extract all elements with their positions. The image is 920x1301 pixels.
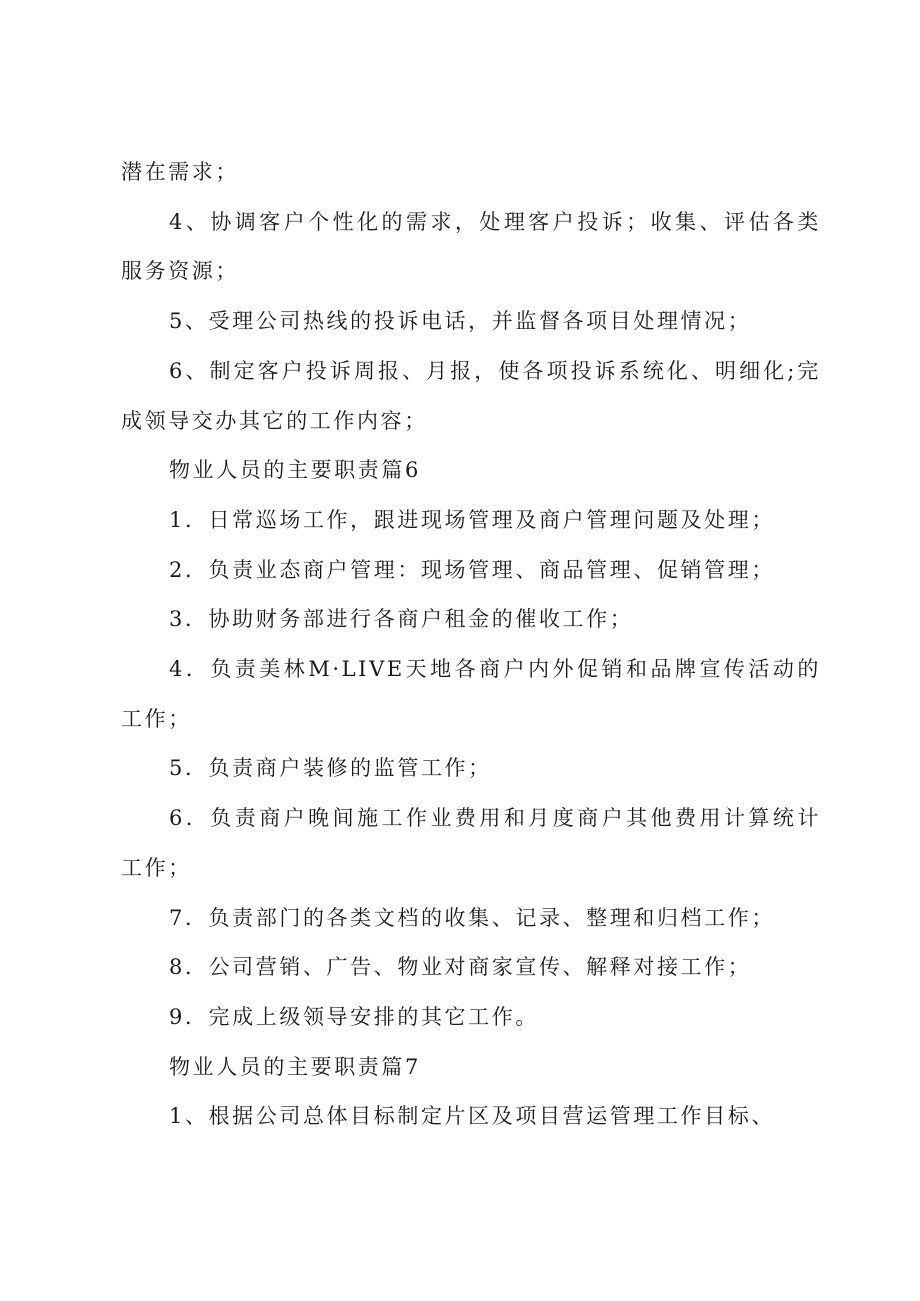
paragraph: 1、根据公司总体目标制定片区及项目营运管理工作目标、 [169,1104,775,1129]
paragraph: 6．负责商户晚间施工作业费用和月度商户其他费用计算统计工作； [121,806,821,880]
paragraph: 潜在需求； [121,160,239,184]
paragraph: 3．协助财务部进行各商户租金的催收工作； [169,607,634,632]
paragraph: 4、协调客户个性化的需求，处理客户投诉；收集、评估各类服务资源； [121,209,821,284]
document-body [121,148,821,1142]
section-heading: 物业人员的主要职责篇6 [169,458,421,483]
paragraph: 7．负责部门的各类文档的收集、记录、整理和归档工作； [169,905,775,930]
section-heading: 物业人员的主要职责篇7 [169,1054,421,1079]
paragraph: 5、受理公司热线的投诉电话，并监督各项目处理情况； [169,309,752,334]
paragraph: 9．完成上级领导安排的其它工作。 [169,1004,539,1029]
paragraph: 2．负责业态商户管理：现场管理、商品管理、促销管理； [169,557,775,582]
paragraph: 4．负责美林M·LIVE天地各商户内外促销和品牌宣传活动的工作； [121,657,821,731]
paragraph: 8．公司营销、广告、物业对商家宣传、解释对接工作； [169,955,752,980]
paragraph: 1．日常巡场工作，跟进现场管理及商户管理问题及处理； [169,507,775,532]
paragraph: 5．负责商户装修的监管工作； [169,756,492,781]
paragraph: 6、制定客户投诉周报、月报，使各项投诉系统化、明细化;完成领导交办其它的工作内容； [121,358,821,433]
